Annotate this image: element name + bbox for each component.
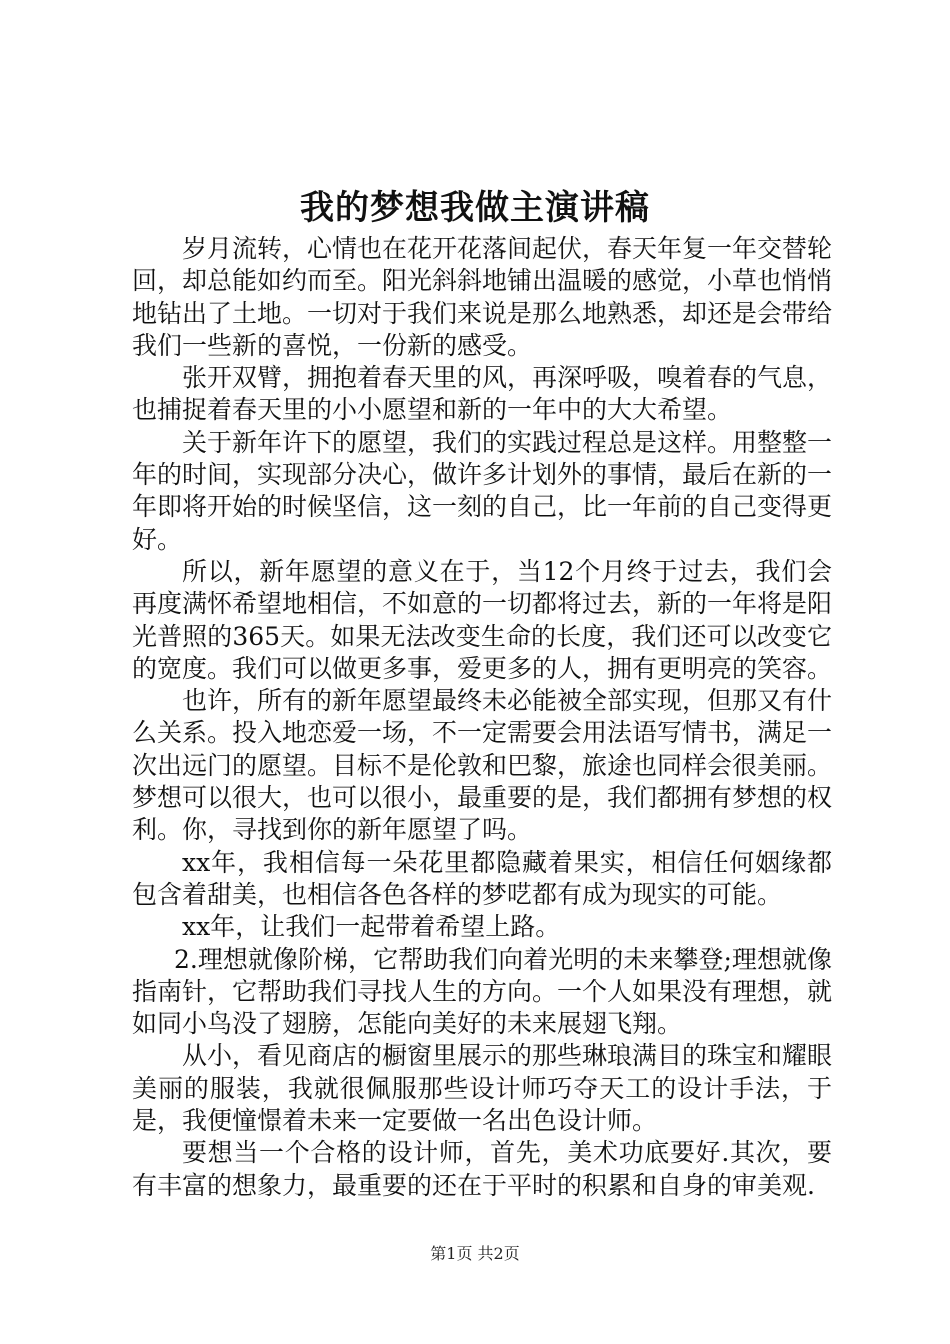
paragraph: 岁月流转，心情也在花开花落间起伏，春天年复一年交替轮回，却总能如约而至。阳光斜斜地铺出温暖的感觉，小草也悄悄地钻出了土地。一切对于我们来说是那么地熟悉，却还是会带给我们一些新的喜悦，一份新的感受。	[132, 234, 833, 360]
paragraph: xx年，我相信每一朵花里都隐藏着果实，相信任何姻缘都包含着甜美，也相信各色各样的梦呓都有成为现实的可能。	[132, 847, 832, 909]
paragraph: 2.理想就像阶梯，它帮助我们向着光明的未来攀登;理想就像指南针，它帮助我们寻找人生的方向。一个人如果没有理想，就如同小鸟没了翅膀，怎能向美好的未来展翅飞翔。	[132, 944, 833, 1039]
paragraph: 也许，所有的新年愿望最终未必能被全部实现，但那又有什么关系。投入地恋爱一场，不一定需要会用法语写情书，满足一次出远门的愿望。目标不是伦敦和巴黎，旅途也同样会很美丽。梦想可以很大，也可以很小，最重要的是，我们都拥有梦想的权利。你，寻找到你的新年愿望了吗。	[132, 686, 833, 845]
paragraph: 要想当一个合格的设计师，首先，美术功底要好.其次，要有丰富的想象力，最重要的还在于平时的积累和自身的审美观.	[132, 1138, 832, 1200]
paragraph: 从小，看见商店的橱窗里展示的那些琳琅满目的珠宝和耀眼美丽的服装，我就很佩服那些设计师巧夺天工的设计手法，于是，我便憧憬着未来一定要做一名出色设计师。	[132, 1041, 833, 1136]
document-body	[132, 233, 832, 1202]
paragraph: 关于新年许下的愿望，我们的实践过程总是这样。用整整一年的时间，实现部分决心，做许多计划外的事情，最后在新的一年即将开始的时候坚信，这一刻的自己，比一年前的自己变得更好。	[132, 427, 833, 554]
paragraph: xx年，让我们一起带着希望上路。	[182, 912, 561, 942]
document-title: 我的梦想我做主演讲稿	[300, 188, 650, 228]
paragraph: 所以，新年愿望的意义在于，当12个月终于过去，我们会再度满怀希望地相信，不如意的一切都将过去，新的一年将是阳光普照的365天。如果无法改变生命的长度，我们还可以改变它的宽度。我们可以做更多事，爱更多的人，拥有更明亮的笑容。	[132, 556, 833, 683]
page-number-footer: 第1页 共2页	[430, 1244, 520, 1263]
paragraph: 张开双臂，拥抱着春天里的风，再深呼吸，嗅着春的气息，也捕捉着春天里的小小愿望和新的一年中的大大希望。	[132, 363, 833, 425]
